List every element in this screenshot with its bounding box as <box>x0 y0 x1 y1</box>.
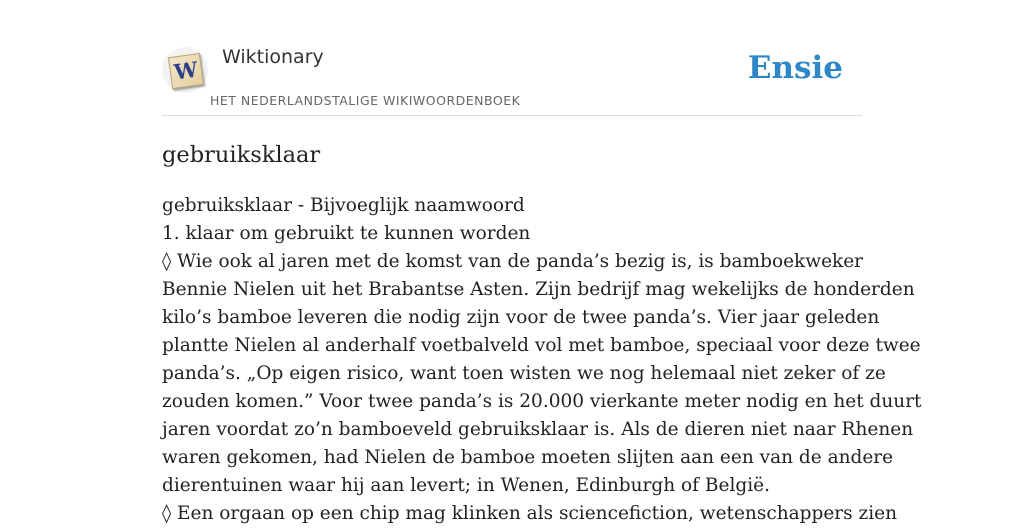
definition-line: kilo’s bamboe leveren die nodig zijn voor de twee panda’s. Vier jaar geleden <box>162 307 880 328</box>
ensie-brand-logo[interactable]: Ensie <box>747 50 843 86</box>
site-header <box>162 0 862 116</box>
definition-line: zouden komen.” Voor twee panda’s is 20.000 vierkante meter nodig en het duurt <box>162 391 922 412</box>
definition-line: waren gekomen, had Nielen de bamboe moeten slijten aan een van de andere <box>162 447 894 468</box>
definition-line: Bennie Nielen uit het Brabantse Asten. Zijn bedrijf mag wekelijks de honderden <box>162 279 915 300</box>
site-name[interactable]: Wiktionary <box>222 46 324 68</box>
definition-line: 1. klaar om gebruikt te kunnen worden <box>162 223 531 244</box>
definition-line: ◊ Een orgaan op een chip mag klinken als sciencefiction, wetenschappers zien <box>162 503 898 524</box>
page-title: gebruiksklaar <box>162 142 321 168</box>
definition-line: dierentuinen waar hij aan levert; in Wenen, Edinburgh of België. <box>162 475 770 496</box>
page <box>162 0 922 528</box>
definition-line: plantte Nielen al anderhalf voetbalveld vol met bamboe, speciaal voor deze twee <box>162 335 921 356</box>
wiktionary-logo[interactable] <box>162 47 208 93</box>
definition-body <box>162 192 922 528</box>
definition-line: jaren voordat zo’n bamboeveld gebruiksklaar is. Als de dieren niet naar Rhenen <box>162 419 914 440</box>
definition-line: ◊ Wie ook al jaren met de komst van de panda’s bezig is, is bamboekweker <box>162 251 864 272</box>
definition-line: panda’s. „Op eigen risico, want toen wisten we nog helemaal niet zeker of ze <box>162 363 886 384</box>
site-subtitle: HET NEDERLANDSTALIGE WIKIWOORDENBOEK <box>210 93 521 108</box>
definition-line: gebruiksklaar - Bijvoeglijk naamwoord <box>162 195 525 216</box>
wiktionary-tile-icon: W <box>168 53 204 89</box>
